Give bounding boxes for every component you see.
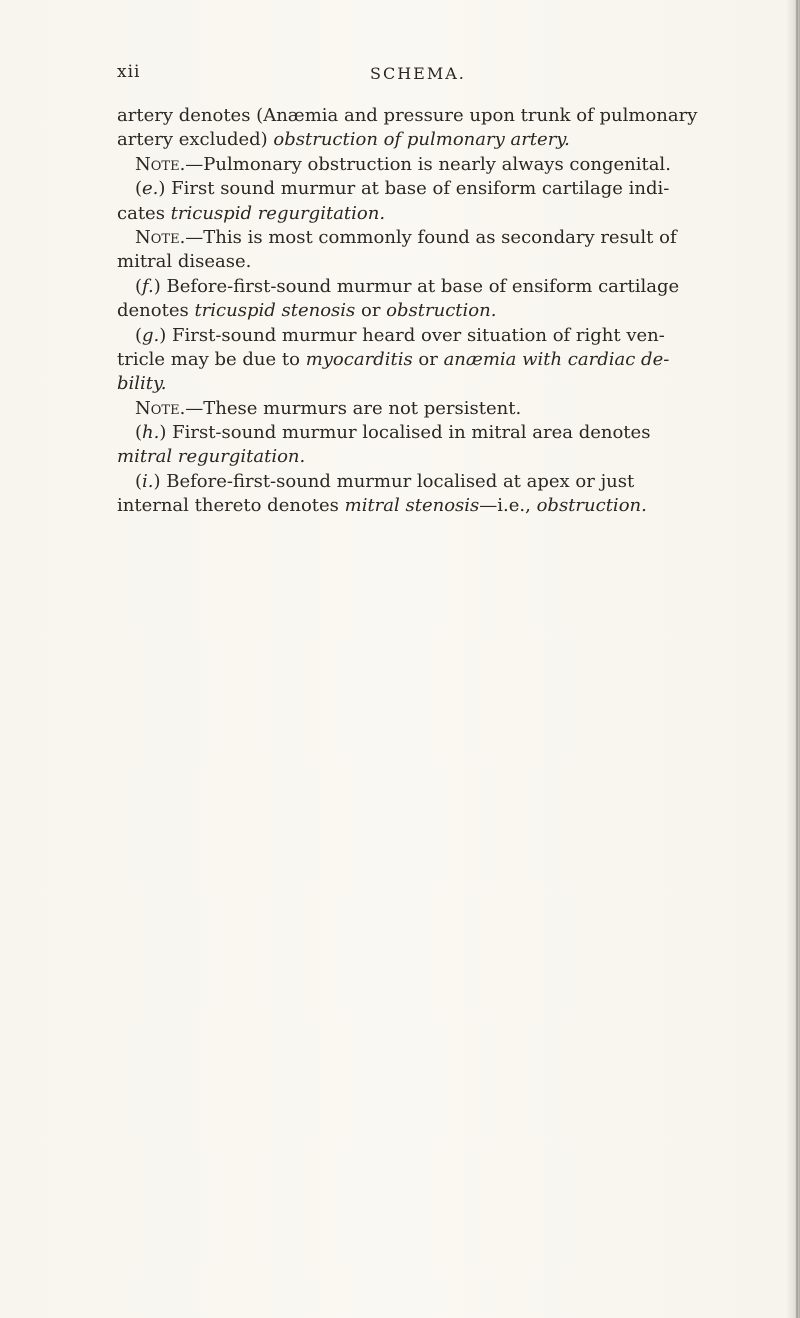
text-line: mitral regurgitation. (117, 446, 306, 468)
page-header (117, 62, 587, 88)
note-line: Note.—Pulmonary obstruction is nearly always congenital. (135, 153, 671, 175)
text-line: tricle may be due to myocarditis or anæmia with cardiac de- (117, 348, 670, 370)
list-item-h: (h.) First-sound murmur localised in mitral area denotes (135, 422, 651, 444)
list-item-f: (f.) Before-first-sound murmur at base of ensiform cartilage (135, 275, 680, 297)
note-line: Note.—This is most commonly found as secondary result of (135, 226, 677, 248)
list-item-i: (i.) Before-first-sound murmur localised at apex or just (135, 470, 635, 492)
running-head: SCHEMA. (370, 64, 466, 83)
list-item-e: (e.) First sound murmur at base of ensiform cartilage indi- (135, 178, 670, 200)
text-line: cates tricuspid regurgitation. (117, 202, 386, 224)
text-line: artery excluded) obstruction of pulmonary artery. (117, 129, 570, 151)
list-item-g: (g.) First-sound murmur heard over situation of right ven- (135, 324, 665, 346)
body-text (117, 104, 737, 519)
text-line: bility. (117, 373, 167, 395)
text-line: mitral disease. (117, 251, 252, 273)
page-number: xii (117, 62, 141, 82)
text-line: artery denotes (Anæmia and pressure upon trunk of pulmonary (117, 105, 698, 126)
note-line: Note.—These murmurs are not persistent. (135, 397, 522, 419)
page-edge-line (796, 0, 798, 1318)
text-line: internal thereto denotes mitral stenosis—i.e., obstruction. (117, 495, 647, 517)
text-line: denotes tricuspid stenosis or obstruction. (117, 300, 497, 322)
